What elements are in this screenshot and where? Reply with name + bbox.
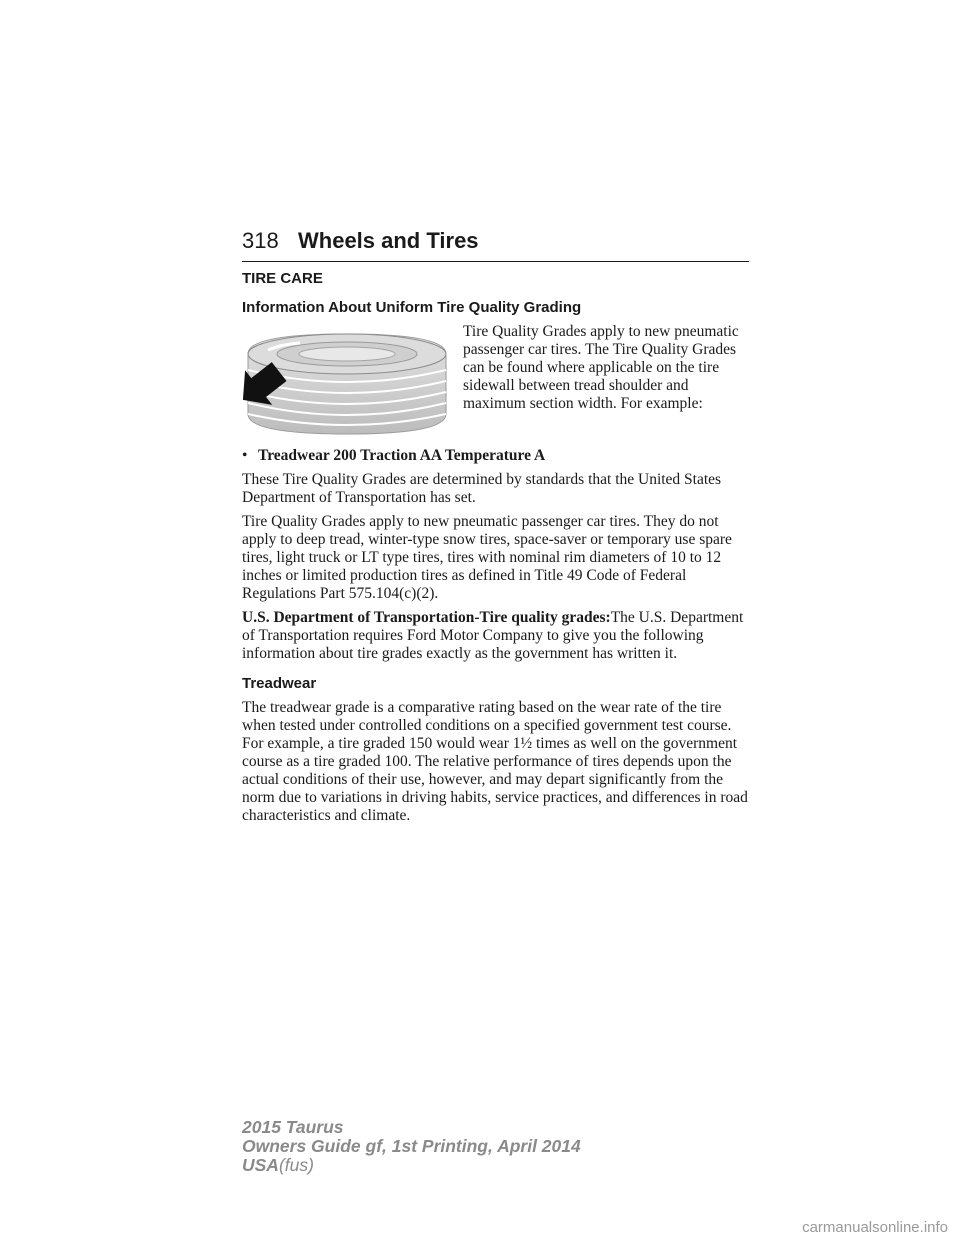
treadwear-heading: Treadwear: [242, 675, 317, 692]
paragraph: Tire Quality Grades apply to new pneumatic passenger car tires. They do not apply to deep tread, winter-type snow tires, space-saver or temporary use spare tires, light truck or LT type tires, tires with nominal rim diameters of 10 to 12 inches or limited production tires as defined in Title 49 Code of Federal Regulations Part 575.104(c)(2).: [242, 513, 732, 602]
chapter-title: Wheels and Tires: [298, 228, 479, 253]
page-header: [242, 228, 749, 262]
page-number: 318: [242, 228, 279, 253]
section-subtitle: Information About Uniform Tire Quality Grading: [242, 299, 582, 316]
figure-row: [242, 323, 750, 440]
document-footer: [242, 1118, 581, 1175]
watermark: carmanualsonline.info: [802, 1219, 948, 1236]
paragraph-lead: U.S. Department of Transportation-Tire quality grades:: [242, 609, 611, 626]
bullet-text: Treadwear 200 Traction AA Temperature A: [258, 447, 546, 464]
footer-line: 2015 Taurus: [242, 1117, 344, 1137]
paragraph-text: The U.S. Department of Transportation requires Ford Motor Company to give you the following information about tire grades exactly as the government has written it.: [242, 609, 744, 662]
footer-line: Owners Guide gf, 1st Printing, April 2014: [242, 1136, 581, 1156]
bullet-icon: •: [242, 447, 248, 464]
footer-region: USA: [242, 1155, 279, 1175]
footer-line: [242, 1156, 581, 1175]
footer-code: (fus): [278, 1155, 314, 1175]
paragraph: The treadwear grade is a comparative rating based on the wear rate of the tire when tested under controlled conditions on a specified government test course. For example, a tire graded 150 would wear 1½ times as well on the government course as a tire graded 100. The relative performance of tires depends upon the actual conditions of their use, however, and may depart significantly from the norm due to variations in driving habits, service practices, and differences in road characteristics and climate.: [242, 699, 748, 824]
paragraph: These Tire Quality Grades are determined by standards that the United States Department of Transportation has set.: [242, 471, 722, 506]
section-title: TIRE CARE: [242, 270, 323, 287]
paragraph: [242, 609, 750, 663]
tire-sidewall-arrow-icon: [242, 328, 452, 440]
page-content: [242, 270, 750, 831]
figure-caption: Tire Quality Grades apply to new pneumatic passenger car tires. The Tire Quality Grades can be found where applicable on the tire sidewall between tread shoulder and maximum section width. For example:: [463, 323, 739, 412]
list-item: [242, 447, 750, 465]
